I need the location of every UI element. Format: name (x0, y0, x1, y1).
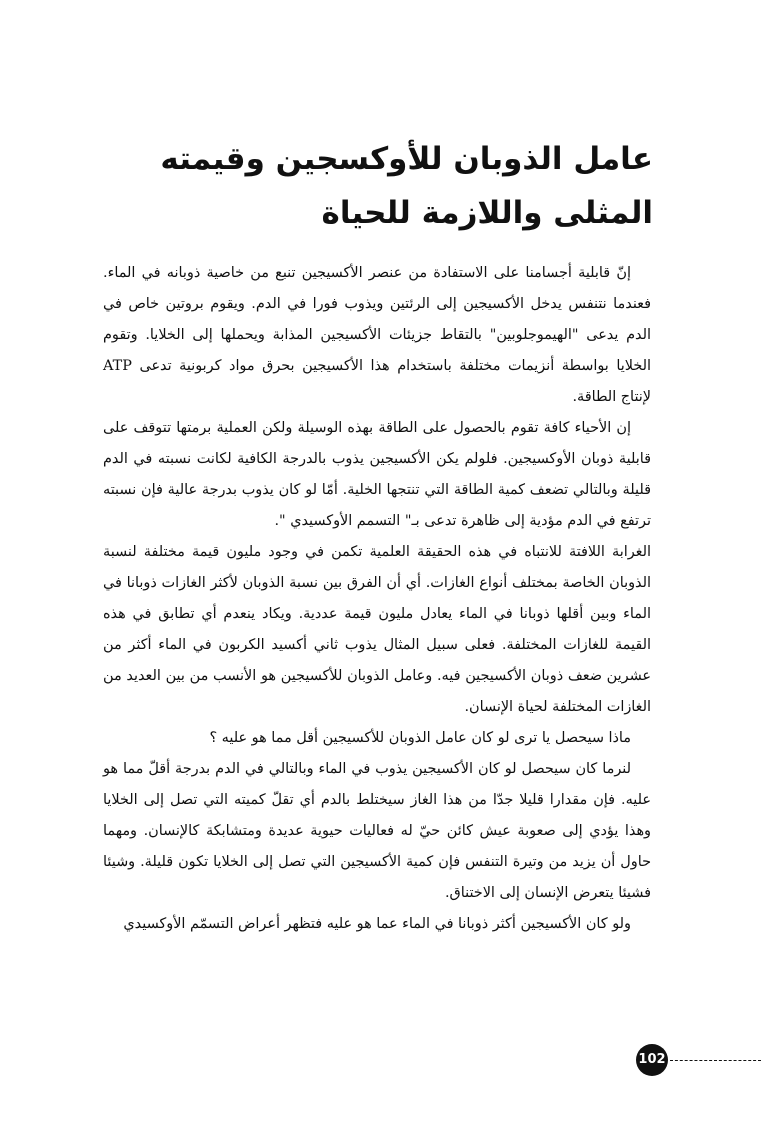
paragraph-4: ماذا سيحصل يا ترى لو كان عامل الذوبان للأكسيجين أقل مما هو عليه ؟ (209, 730, 631, 746)
paragraph-2: إن الأحياء كافة تقوم بالحصول على الطاقة بهذه الوسيلة ولكن العملية برمتها تتوقف على قابلية ذوبان الأوكسيجين. فلولم يكن الأكسيجين يذوب بالدرجة الكافية لكانت نسبته في الدم قليلة وبالتالي تضعف كمية الطاقة التي تنتجها الخلية. أمّا لو كان يذوب بدرجة عالية فإن نسبته ترتفع في الدم مؤدية إلى ظاهرة تدعى بـ" التسمم الأوكسيدي ". (103, 420, 651, 529)
paragraph-5: لنرما كان سيحصل لو كان الأكسيجين يذوب في الماء وبالتالي في الدم بدرجة أقلّ مما هو عليه. فإن مقدارا قليلا جدّا من هذا الغاز سيختلط بالدم أي تقلّ كميته التي تصل إلى الخلايا وهذا يؤدي إلى صعوبة عيش كائن حيّ له فعاليات حيوية عديدة ومتشابكة كالإنسان. ومهما حاول أن يزيد من وتيرة التنفس فإن كمية الأكسيجين التي تصل إلى الخلايا تكون قليلة. وشيئا فشيئا يتعرض الإنسان إلى الاختناق. (103, 761, 651, 901)
paragraph-3: الغرابة اللافتة للانتباه في هذه الحقيقة العلمية تكمن في وجود مليون قيمة مختلفة لنسبة الذوبان الخاصة بمختلف أنواع الغازات. أي أن الفرق بين نسبة الذوبان لأكثر الغازات ذوبانا في الماء وبين أقلها ذوبانا في الماء يعادل مليون قيمة عددية. ويكاد ينعدم أي تطابق في هذه القيمة للغازات المختلفة. فعلى سبيل المثال يذوب ثاني أكسيد الكربون في الماء أكثر من عشرين ضعف ذوبان الأكسيجين فيه. وعامل الذوبان للأكسيجين هو الأنسب من بين العديد من الغازات المختلفة لحياة الإنسان. (103, 544, 651, 715)
chapter-title-line-2: المثلى واللازمة للحياة (321, 195, 653, 231)
page-footer-rule (670, 1060, 761, 1061)
page-number-badge: 102 (636, 1044, 668, 1076)
body-text (103, 258, 651, 940)
chapter-title (93, 132, 653, 240)
chapter-title-line-1: عامل الذوبان للأوكسجين وقيمته (160, 141, 653, 177)
paragraph-6: ولو كان الأكسيجين أكثر ذوبانا في الماء عما هو عليه فتظهر أعراض التسمّم الأوكسيدي (123, 916, 631, 932)
paragraph-1: إنّ قابلية أجسامنا على الاستفادة من عنصر الأكسيجين تنبع من خاصية ذوبانه في الماء. فعندما نتنفس يدخل الأكسيجين إلى الرئتين ويذوب فورا في الدم. ويقوم بروتين خاص في الدم يدعى "الهيموجلوبين" بالتقاط جزيئات الأكسيجين المذابة ويحملها إلى الخلايا. وتقوم الخلايا بواسطة أنزيمات مختلفة باستخدام هذا الأكسيجين بحرق مواد كربونية تدعى ATP لإنتاج الطاقة. (103, 265, 651, 405)
